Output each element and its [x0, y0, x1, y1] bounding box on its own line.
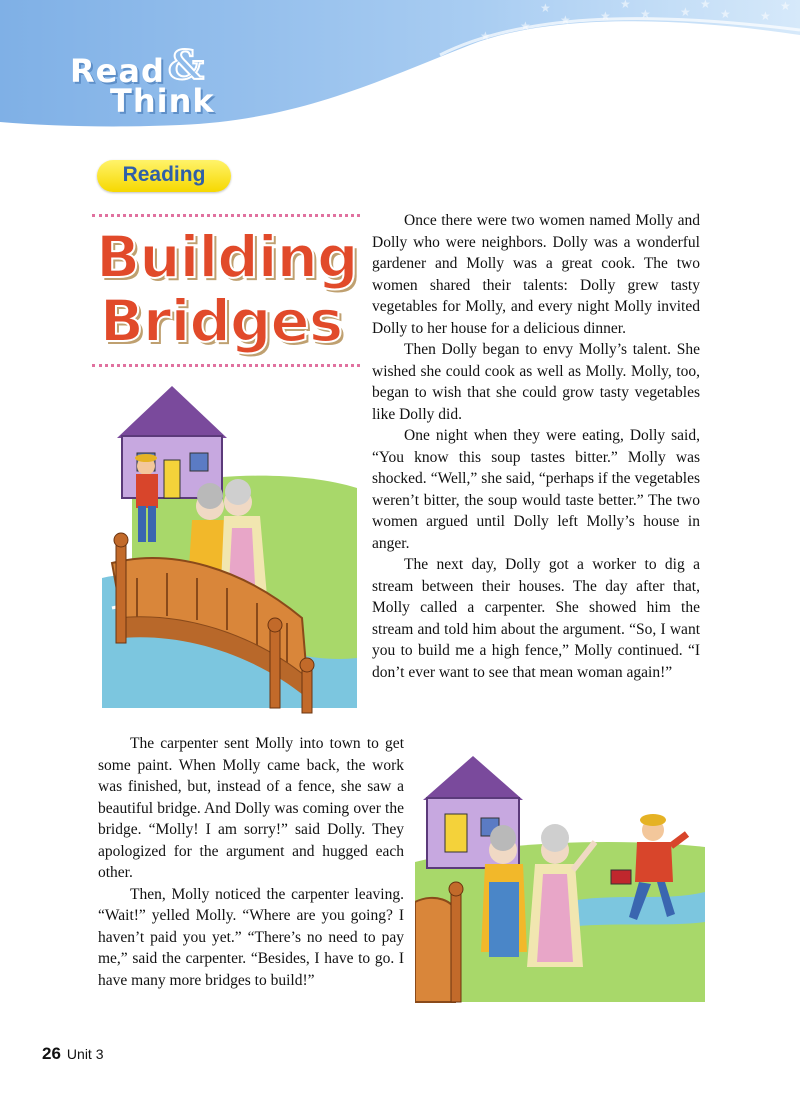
svg-text:★: ★ — [680, 5, 691, 19]
story-paragraph: Then Dolly began to envy Molly’s talent. She wished she could cook as well as Molly. Molly, too, began to wish that she could grow tasty vegetables like Dolly did. — [372, 341, 700, 423]
story-paragraph: Once there were two women named Molly and Dolly who were neighbors. Dolly was a wonderful gardener and Molly was a great cook. The two women shared their talents: Dolly grew tasty vegetables for Molly, and every night Molly invited Dolly to her house for a delicious dinner. — [372, 212, 700, 337]
header-banner — [0, 0, 800, 150]
svg-text:★: ★ — [520, 19, 531, 33]
story-paragraph: One night when they were eating, Dolly said, “You know this soup tastes bitter.” Molly was shocked. “Well,” she said, “perhaps if the vegetables weren’t bitter, the soup would taste better.” The two women argued until Dolly left Molly’s house in anger. — [372, 427, 700, 552]
section-label-text: Reading — [122, 163, 206, 186]
page-footer — [42, 1044, 104, 1064]
svg-text:★: ★ — [780, 0, 791, 13]
illustration-carpenter-leaving — [415, 752, 705, 1012]
svg-text:★: ★ — [560, 13, 571, 27]
story-paragraph: The carpenter sent Molly into town to get some paint. When Molly came back, the work was finished, but, instead of a fence, she saw a beautiful bridge. And Dolly was coming over the bridge. “Molly! I am sorry!” said Dolly. They apologized for the argument and hugged each other. — [98, 735, 404, 881]
svg-text:★: ★ — [540, 1, 551, 15]
logo-ampersand: & — [168, 42, 206, 89]
svg-text:★: ★ — [760, 9, 771, 23]
illustration-bridge-hug — [92, 378, 362, 718]
page-number: 26 — [42, 1044, 61, 1063]
title-divider-bottom — [92, 364, 360, 367]
svg-text:★: ★ — [640, 7, 651, 21]
title-divider-top — [92, 214, 360, 217]
title-line-2: Bridges — [99, 287, 343, 355]
unit-label: Unit 3 — [66, 1046, 104, 1062]
story-column-left — [98, 733, 404, 991]
svg-text:★: ★ — [600, 9, 611, 23]
svg-text:★: ★ — [620, 0, 631, 11]
svg-text:★: ★ — [480, 29, 491, 43]
story-paragraph: The next day, Dolly got a worker to dig a stream between their houses. The day after that, Molly called a carpenter. She showed him the stream and told him about the argument. “So, I want you to build me a high fence,” Molly continued. “I don’t ever want to see that mean woman again!” — [372, 556, 700, 681]
story-paragraph: Then, Molly noticed the carpenter leaving. “Wait!” yelled Molly. “Where are you going? I haven’t paid you yet.” “There’s no need to pay me,” said the carpenter. “Besides, I have to go. I have many more bridges to build!” — [98, 885, 404, 989]
logo-word-read: Read — [70, 52, 165, 90]
svg-text:★: ★ — [700, 0, 711, 11]
title-line-1: Building — [96, 223, 358, 291]
story-column-right — [372, 210, 700, 683]
logo-word-think: Think — [110, 82, 215, 120]
section-label-pill — [97, 160, 231, 192]
svg-text:★: ★ — [720, 7, 731, 21]
